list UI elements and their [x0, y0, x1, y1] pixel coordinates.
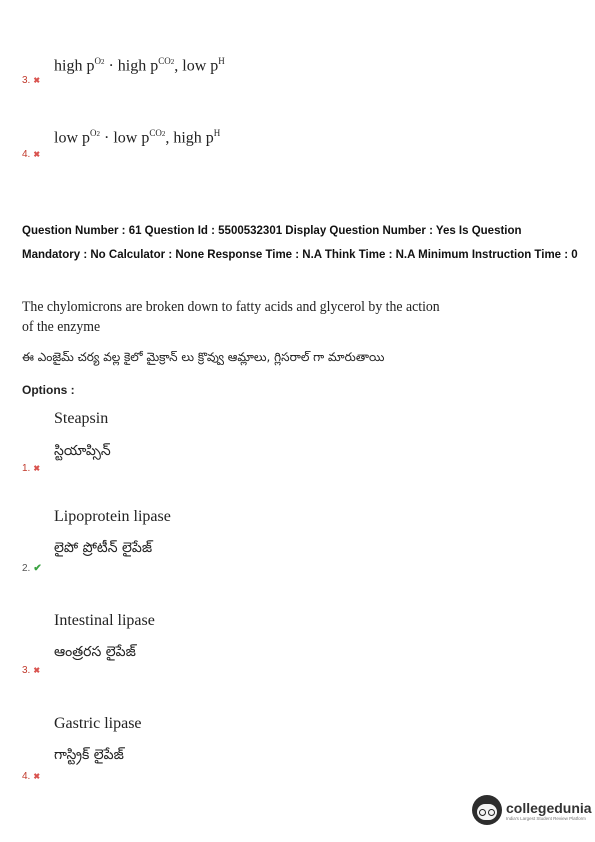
wrong-mark-icon: ✖	[33, 150, 41, 159]
formula-text: · high p	[104, 57, 159, 75]
formula-text: , low p	[174, 57, 219, 75]
option-4-number: 4. ✖	[22, 771, 41, 782]
formula-text: low p	[54, 129, 90, 147]
prev-option-3-number: 3. ✖	[22, 75, 41, 86]
logo-name: collegedunia	[506, 799, 592, 816]
prev-option-3-formula	[54, 56, 225, 75]
question-text-english: The chylomicrons are broken down to fatty acids and glycerol by the action of the enzyme	[22, 299, 440, 335]
option-2-number: 2. ✔	[22, 563, 42, 574]
prev-option-4-number: 4. ✖	[22, 149, 41, 160]
option-1-english: Steapsin	[54, 410, 109, 427]
formula-text: · low p	[100, 129, 150, 147]
formula-superscript: CO2	[158, 56, 175, 66]
option-2-telugu: లైపో ప్రోటీన్ లైపేజ్	[54, 540, 153, 556]
option-4-english: Gastric lipase	[54, 715, 142, 732]
wrong-mark-icon: ✖	[33, 464, 41, 473]
question-text-telugu: ఈ ఎంజైమ్ చర్య వల్ల కైలో మైక్రాన్ లు క్రొవ్వు ఆమ్లాలు, గ్లిసరాల్ గా మారుతాయి	[22, 350, 385, 364]
formula-superscript: H	[218, 56, 225, 66]
wrong-mark-icon: ✖	[33, 76, 41, 85]
wrong-mark-icon: ✖	[33, 772, 41, 781]
option-3-english: Intestinal lipase	[54, 612, 155, 629]
formula-text: high p	[54, 57, 95, 75]
option-1-number: 1. ✖	[22, 463, 41, 474]
option-3-number: 3. ✖	[22, 665, 41, 676]
collegedunia-logo	[472, 795, 592, 825]
correct-mark-icon: ✔	[33, 563, 42, 574]
mascot-icon	[472, 795, 502, 825]
formula-superscript: CO2	[149, 128, 166, 138]
option-3-telugu: ఆంత్రరస లైపేజ్	[54, 644, 136, 660]
wrong-mark-icon: ✖	[33, 666, 41, 675]
prev-option-4-formula	[54, 128, 220, 147]
logo-tagline: India's Largest Student Review Platform	[506, 815, 586, 821]
question-meta: Question Number : 61 Question Id : 5500532301 Display Question Number : Yes Is Question Mandatory : No Calculator : None Response Time : N.A Think Time : N.A Minimum Instruction Time : 0	[22, 225, 578, 261]
option-4-telugu: గాస్ట్రిక్ లైపేజ్	[54, 747, 124, 763]
formula-text: , high p	[165, 129, 214, 147]
option-2-english: Lipoprotein lipase	[54, 508, 171, 525]
options-label: Options :	[22, 383, 75, 397]
option-1-telugu: స్టియాప్సిన్	[54, 443, 111, 459]
formula-superscript: O2	[94, 56, 105, 66]
formula-superscript: O2	[90, 128, 100, 138]
formula-superscript: H	[213, 128, 221, 138]
